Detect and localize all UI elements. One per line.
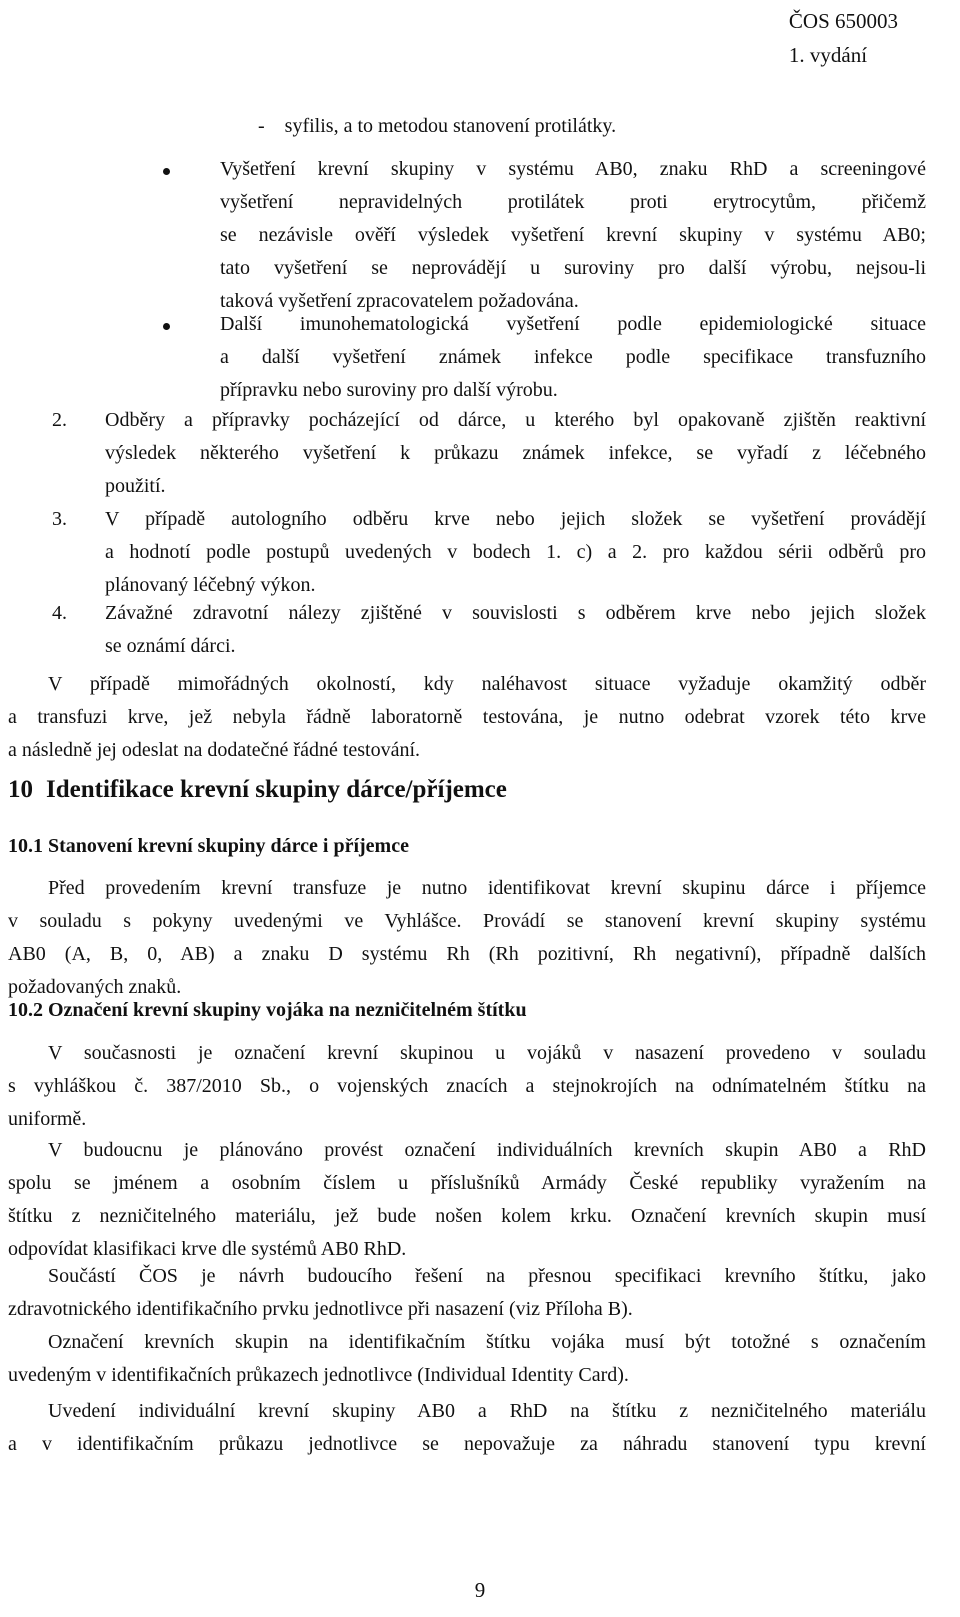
- paragraph: [8, 1395, 926, 1461]
- numbered-item: [105, 597, 926, 663]
- text-line: výsledek některého vyšetření k průkazu známek infekce, se vyřadí z léčebného: [105, 442, 926, 464]
- text-line: tato vyšetření se neprovádějí u suroviny pro další výrobu, nejsou-li: [220, 257, 926, 279]
- list-number: 4.: [52, 602, 67, 624]
- document-header: [789, 4, 898, 72]
- text-line: V budoucnu je plánováno provést označení individuálních krevních skupin AB0 a RhD: [48, 1139, 926, 1161]
- subsection-number: 10.1: [8, 835, 43, 857]
- dash-item-text: syfilis, a to metodou stanovení protilátky.: [284, 115, 617, 137]
- bullet-icon: [163, 168, 170, 175]
- text-line: požadovaných znaků.: [8, 976, 182, 998]
- document-id: ČOS 650003: [788, 9, 898, 33]
- text-line: Součástí ČOS je návrh budoucího řešení na přesnou specifikaci krevního štítku, jako: [48, 1265, 926, 1287]
- page-number: 9: [474, 1578, 486, 1602]
- text-line: a transfuzi krve, jež nebyla řádně laboratorně testována, je nutno odebrat vzorek této krve: [8, 706, 926, 728]
- text-line: V současnosti je označení krevní skupinou u vojáků v nasazení provedeno v souladu: [48, 1042, 926, 1064]
- text-line: štítku z nezničitelného materiálu, jež bude nošen kolem krku. Označení krevních skupin musí: [8, 1205, 926, 1227]
- subsection-title: Označení krevní skupiny vojáka na nezničitelném štítku: [48, 999, 527, 1021]
- text-line: V případě autologního odběru krve nebo jejich složek se vyšetření provádějí: [105, 508, 926, 530]
- subsection-title: Stanovení krevní skupiny dárce i příjemce: [48, 835, 409, 857]
- paragraph: [8, 872, 926, 1004]
- text-line: Uvedení individuální krevní skupiny AB0 a RhD na štítku z nezničitelného materiálu: [48, 1400, 926, 1422]
- section-number: 10: [8, 776, 33, 803]
- text-line: se nezávisle ověří výsledek vyšetření krevní skupiny v systému AB0;: [220, 224, 926, 246]
- text-line: plánovaný léčebný výkon.: [105, 574, 316, 596]
- text-line: se oznámí dárci.: [105, 635, 236, 657]
- paragraph: [8, 1134, 926, 1266]
- text-line: Odběry a přípravky pocházející od dárce, u kterého byl opakovaně zjištěn reaktivní: [105, 409, 926, 431]
- text-line: spolu se jménem a osobním číslem u příslušníků Armády České republiky vyražením na: [8, 1172, 926, 1194]
- text-line: a následně jej odeslat na dodatečné řádné testování.: [8, 739, 421, 761]
- paragraph: [8, 1037, 926, 1136]
- list-number: 3.: [52, 508, 67, 530]
- text-line: uniformě.: [8, 1108, 87, 1130]
- text-line: přípravku nebo suroviny pro další výrobu.: [220, 379, 558, 401]
- text-line: v souladu s pokyny uvedenými ve Vyhlášce. Provádí se stanovení krevní skupiny systému: [8, 910, 926, 932]
- bullet-item: [220, 308, 926, 407]
- subsection-heading: [8, 835, 409, 858]
- text-line: a další vyšetření známek infekce podle specifikace transfuzního: [220, 346, 926, 368]
- text-line: uvedeným v identifikačních průkazech jednotlivce (Individual Identity Card).: [8, 1364, 629, 1386]
- bullet-icon: [163, 323, 170, 330]
- bullet-item: [220, 153, 926, 318]
- dash-list-item: - syfilis, a to metodou stanovení protilátky.: [258, 115, 617, 137]
- text-line: taková vyšetření zpracovatelem požadována.: [220, 290, 579, 312]
- text-line: a v identifikačním průkazu jednotlivce se nepovažuje za náhradu stanovení typu krevní: [8, 1433, 926, 1455]
- paragraph: [8, 1326, 926, 1392]
- text-line: V případě mimořádných okolností, kdy naléhavost situace vyžaduje okamžitý odběr: [48, 673, 926, 695]
- text-line: Závažné zdravotní nálezy zjištěné v souvislosti s odběrem krve nebo jejich složek: [105, 602, 926, 624]
- text-line: AB0 (A, B, 0, AB) a znaku D systému Rh (Rh pozitivní, Rh negativní), případně dalších: [8, 943, 926, 965]
- edition-label: 1. vydání: [788, 43, 868, 67]
- text-line: s vyhláškou č. 387/2010 Sb., o vojenských znacích a stejnokrojích na odnímatelném štítku na: [8, 1075, 926, 1097]
- text-line: Před provedením krevní transfuze je nutno identifikovat krevní skupinu dárce i příjemce: [48, 877, 926, 899]
- text-line: použití.: [105, 475, 166, 497]
- text-line: zdravotnického identifikačního prvku jednotlivce při nasazení (viz Příloha B).: [8, 1298, 633, 1320]
- text-line: vyšetření nepravidelných protilátek proti erytrocytům, přičemž: [220, 191, 926, 213]
- list-number: 2.: [52, 409, 67, 431]
- text-line: Označení krevních skupin na identifikačním štítku vojáka musí být totožné s označením: [48, 1331, 926, 1353]
- subsection-heading: [8, 999, 527, 1022]
- text-line: odpovídat klasifikaci krve dle systémů AB0 RhD.: [8, 1238, 407, 1260]
- paragraph: [8, 1260, 926, 1326]
- section-heading: [8, 776, 507, 804]
- subsection-number: 10.2: [8, 999, 43, 1021]
- text-line: a hodnotí podle postupů uvedených v bodech 1. c) a 2. pro každou sérii odběrů pro: [105, 541, 926, 563]
- paragraph: [8, 668, 926, 767]
- text-line: Další imunohematologická vyšetření podle epidemiologické situace: [220, 313, 926, 335]
- numbered-item: [105, 404, 926, 503]
- text-line: Vyšetření krevní skupiny v systému AB0, znaku RhD a screeningové: [220, 158, 926, 180]
- numbered-item: [105, 503, 926, 602]
- section-title: Identifikace krevní skupiny dárce/příjemce: [46, 776, 507, 803]
